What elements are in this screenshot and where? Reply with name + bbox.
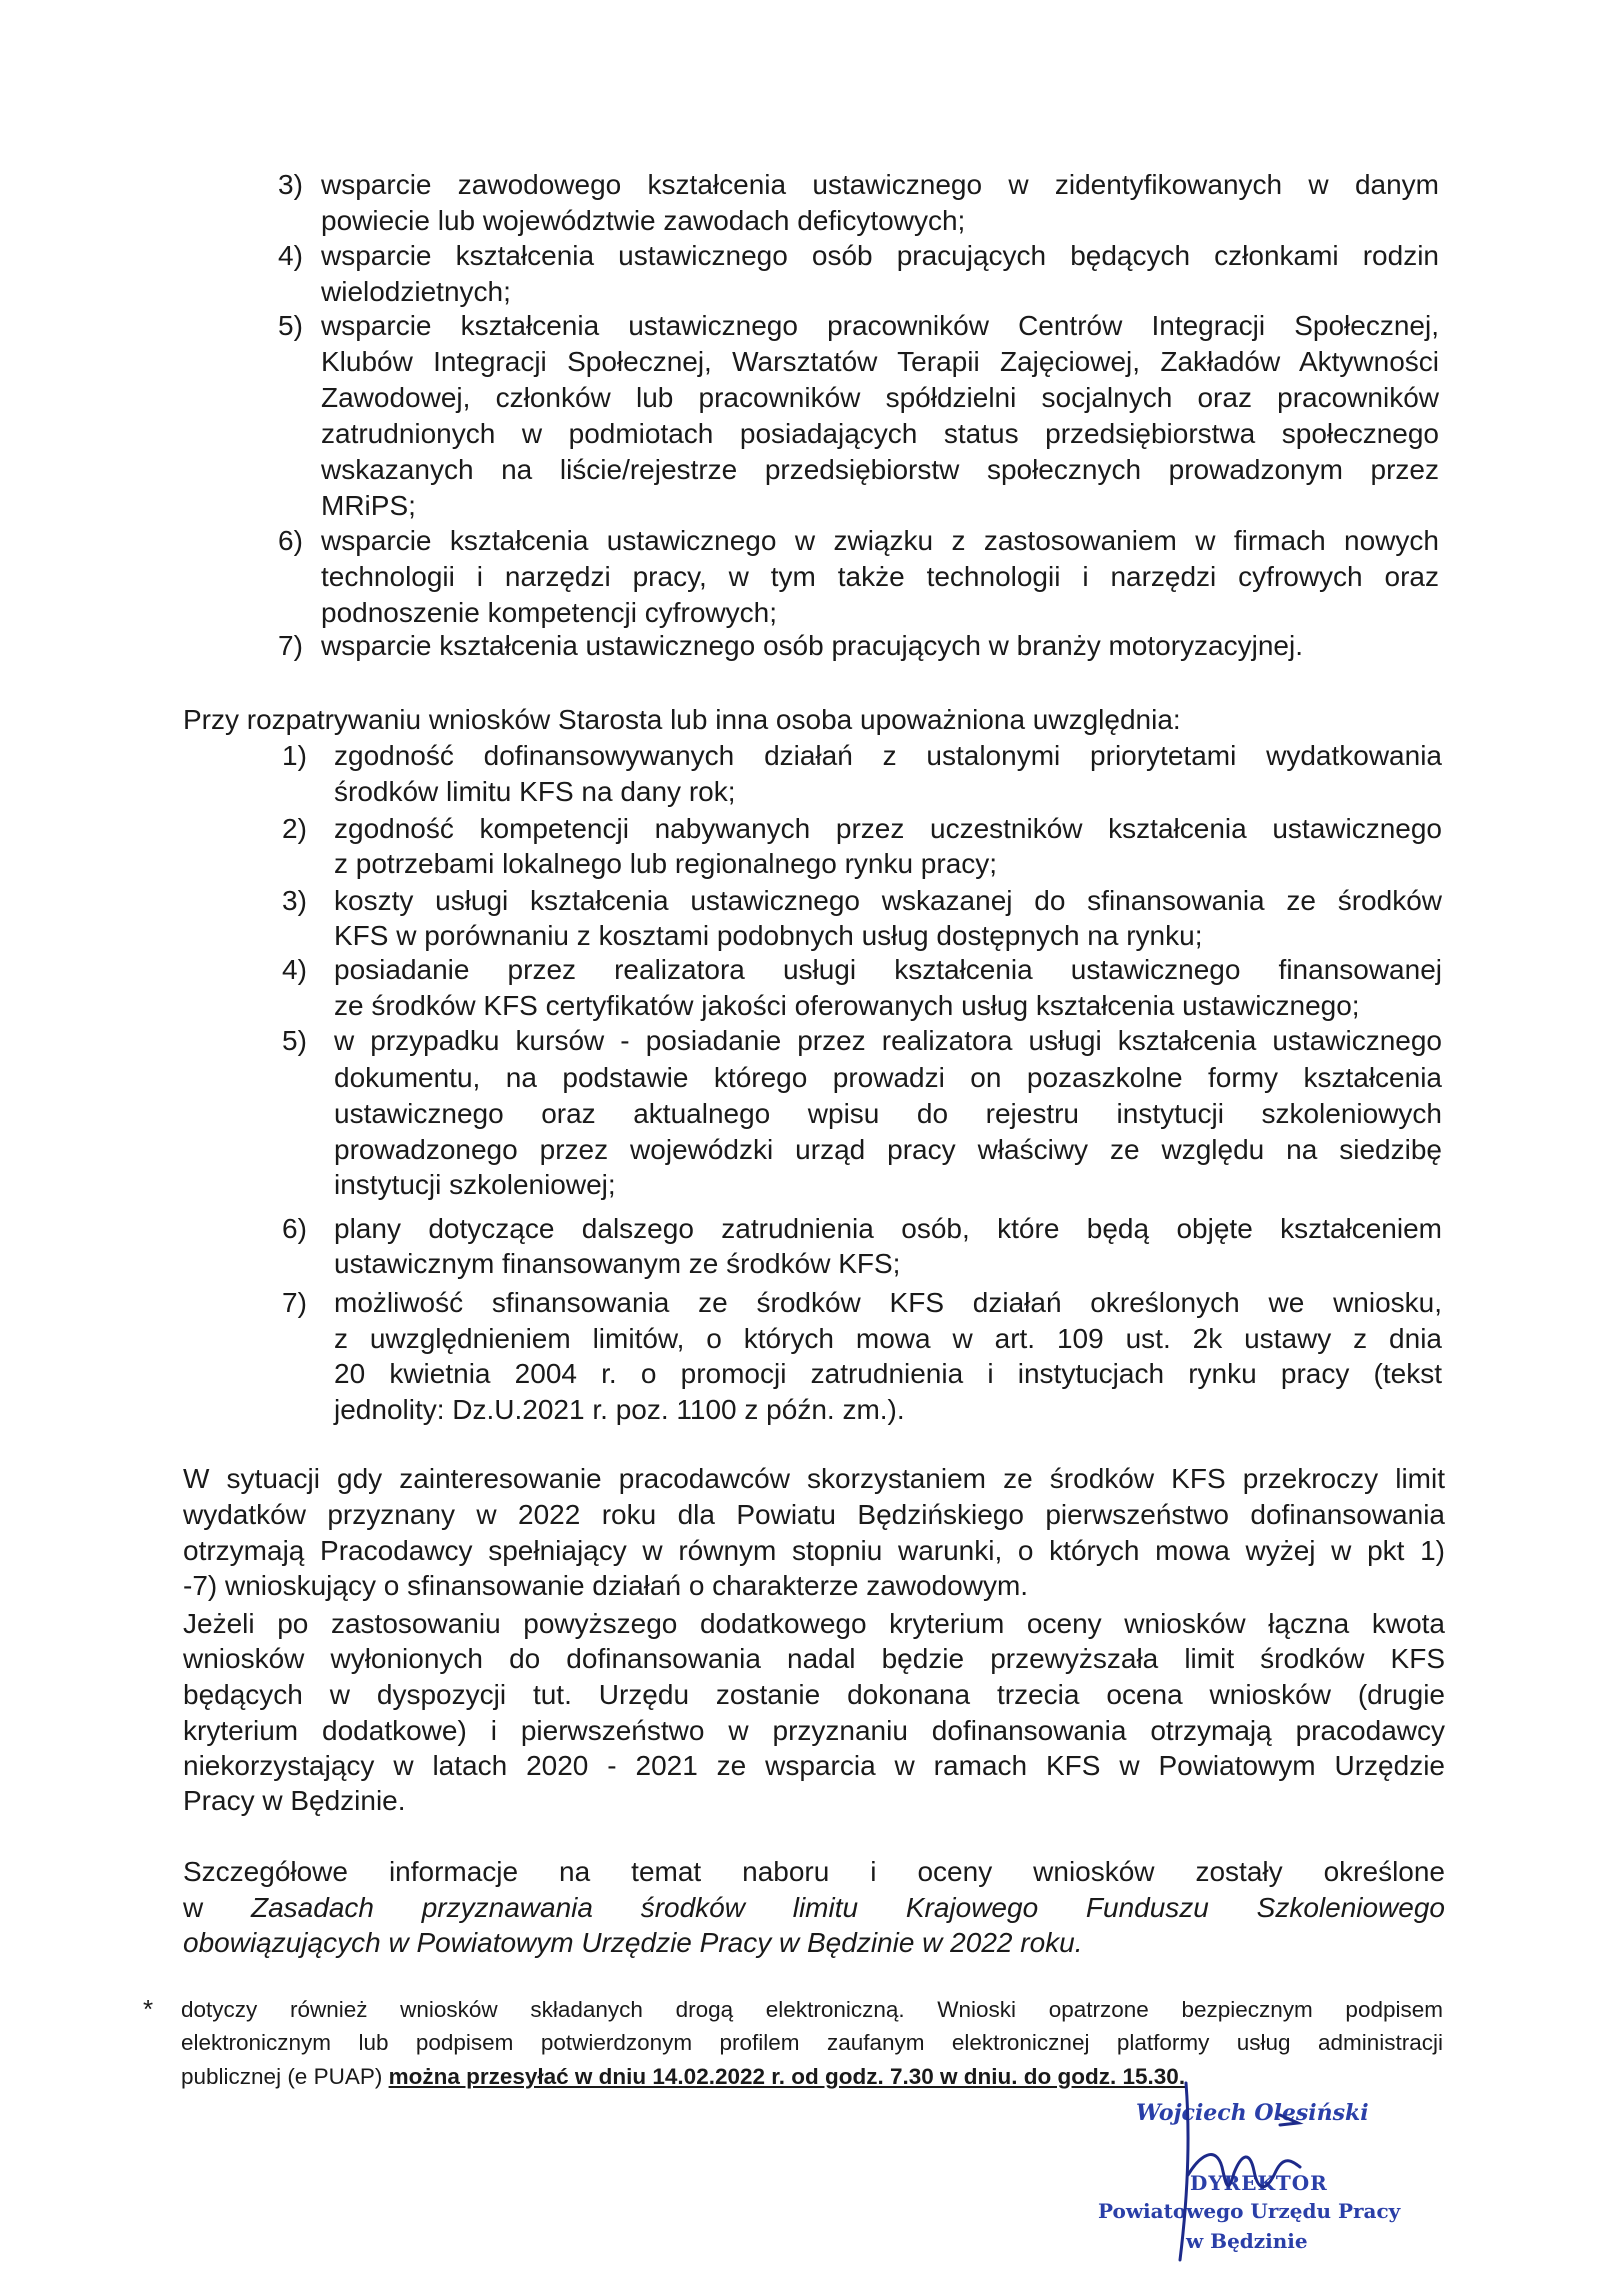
criteria-line: jednolity: Dz.U.2021 r. poz. 1100 z późn. zm.). <box>334 1394 905 1425</box>
criteria-line: dokumentu, na podstawie którego prowadzi on pozaszkolne formy kształcenia <box>334 1062 1442 1093</box>
list-item-line: wskazanych na liście/rejestrze przedsiębiorstw społecznych prowadzonym przez <box>321 454 1439 485</box>
list-item-line: Klubów Integracji Społecznej, Warsztatów Terapii Zajęciowej, Zakładów Aktywności <box>321 346 1439 377</box>
criteria-number: 7) <box>282 1287 307 1318</box>
criteria-line: koszty usługi kształcenia ustawicznego wskazanej do sfinansowania ze środków <box>334 885 1442 916</box>
list-item-line: zatrudnionych w podmiotach posiadających status przedsiębiorstwa społecznego <box>321 418 1439 449</box>
criteria-number: 6) <box>282 1213 307 1244</box>
criteria-line: z potrzebami lokalnego lub regionalnego rynku pracy; <box>334 848 998 879</box>
criteria-line: możliwość sfinansowania ze środków KFS działań określonych we wniosku, <box>334 1287 1442 1318</box>
criteria-line: zgodność kompetencji nabywanych przez uczestników kształcenia ustawicznego <box>334 813 1442 844</box>
list-number: 7) <box>278 630 303 661</box>
list-number: 3) <box>278 169 303 200</box>
criteria-number: 1) <box>282 740 307 771</box>
footnote-line: dotyczy również wniosków składanych drogą elektroniczną. Wnioski opatrzone bezpiecznym podpisem <box>181 1997 1443 2022</box>
signature-image <box>1130 2075 1350 2275</box>
criteria-line: ustawicznego oraz aktualnego wpisu do rejestru instytucji szkoleniowych <box>334 1098 1442 1129</box>
paragraph-line: -7) wnioskujący o sfinansowanie działań o charakterze zawodowym. <box>183 1570 1029 1601</box>
list-item-line: MRiPS; <box>321 490 416 521</box>
details-line <box>183 1891 1445 1925</box>
footnote-line: elektronicznym lub podpisem potwierdzonym profilem zaufanym elektronicznej platformy usług administracji <box>181 2030 1443 2055</box>
details-line: Szczegółowe informacje na temat naboru i oceny wniosków zostały określone <box>183 1856 1445 1887</box>
list-item-line: technologii i narzędzi pracy, w tym także technologii i narzędzi cyfrowych oraz <box>321 561 1439 592</box>
stamp-city: w Będzinie <box>1186 2229 1308 2253</box>
criteria-line: instytucji szkoleniowej; <box>334 1169 616 1200</box>
list-item-line: podnoszenie kompetencji cyfrowych; <box>321 597 778 628</box>
footnote-marker: * <box>143 1994 154 2024</box>
list-item-line: powiecie lub województwie zawodach deficytowych; <box>321 205 966 236</box>
list-item-line: wsparcie kształcenia ustawicznego w związku z zastosowaniem w firmach nowych <box>321 525 1439 556</box>
criteria-line: środków limitu KFS na dany rok; <box>334 776 736 807</box>
criteria-number: 2) <box>282 813 307 844</box>
criteria-line: ustawicznym finansowanym ze środków KFS; <box>334 1248 901 1279</box>
list-item-line: wsparcie kształcenia ustawicznego pracowników Centrów Integracji Społecznej, <box>321 310 1439 341</box>
criteria-line: posiadanie przez realizatora usługi kształcenia ustawicznego finansowanej <box>334 954 1442 985</box>
stamp-name: Wojciech Olesiński <box>1136 2100 1369 2126</box>
signature-stroke <box>1180 2083 1300 2260</box>
criteria-line: z uwzględnieniem limitów, o których mowa w art. 109 ust. 2k ustawy z dnia <box>334 1323 1442 1354</box>
paragraph-line: Jeżeli po zastosowaniu powyższego dodatkowego kryterium oceny wniosków łączna kwota <box>183 1608 1445 1639</box>
criteria-number: 4) <box>282 954 307 985</box>
footnote-line <box>181 2060 1185 2093</box>
paragraph-line: otrzymają Pracodawcy spełniający w równym stopniu warunki, o których mowa wyżej w pkt 1) <box>183 1535 1445 1566</box>
criteria-line: prowadzonego przez wojewódzki urząd pracy właściwy ze względu na siedzibę <box>334 1134 1442 1165</box>
list-item-line: wsparcie zawodowego kształcenia ustawicznego w zidentyfikowanych w danym <box>321 169 1439 200</box>
list-item-line: Zawodowej, członków lub pracowników spółdzielni socjalnych oraz pracowników <box>321 382 1439 413</box>
list-number: 6) <box>278 525 303 556</box>
criteria-intro: Przy rozpatrywaniu wniosków Starosta lub inna osoba upoważniona uwzględnia: <box>183 704 1181 735</box>
details-italic-title: Zasadach przyznawania środków limitu Krajowego Funduszu Szkoleniowego <box>251 1892 1445 1923</box>
criteria-number: 3) <box>282 885 307 916</box>
stamp-office: Powiatowego Urzędu Pracy <box>1098 2199 1401 2223</box>
criteria-line: ze środków KFS certyfikatów jakości oferowanych usług kształcenia ustawicznego; <box>334 990 1360 1021</box>
criteria-line: zgodność dofinansowywanych działań z ustalonymi priorytetami wydatkowania <box>334 740 1442 771</box>
criteria-line: KFS w porównaniu z kosztami podobnych usług dostępnych na rynku; <box>334 920 1203 951</box>
footnote-prefix: publicznej (e PUAP) <box>181 2064 389 2089</box>
details-italic-line: obowiązujących w Powiatowym Urzędzie Pracy w Będzinie w 2022 roku. <box>183 1927 1083 1958</box>
criteria-line: 20 kwietnia 2004 r. o promocji zatrudnienia i instytucjach rynku pracy (tekst <box>334 1358 1442 1389</box>
list-item-line: wsparcie kształcenia ustawicznego osób pracujących będących członkami rodzin <box>321 240 1439 271</box>
list-number: 4) <box>278 240 303 271</box>
details-prefix: w <box>183 1892 251 1923</box>
paragraph-line: wydatków przyznany w 2022 roku dla Powiatu Będzińskiego pierwszeństwo dofinansowania <box>183 1499 1445 1530</box>
list-item-line: wielodzietnych; <box>321 276 511 307</box>
paragraph-line: W sytuacji gdy zainteresowanie pracodawców skorzystaniem ze środków KFS przekroczy limit <box>183 1463 1445 1494</box>
paragraph-line: kryterium dodatkowe) i pierwszeństwo w przyznaniu dofinansowania otrzymają pracodawcy <box>183 1715 1445 1746</box>
paragraph-line: Pracy w Będzinie. <box>183 1785 406 1816</box>
criteria-line: w przypadku kursów - posiadanie przez realizatora usługi kształcenia ustawicznego <box>334 1025 1442 1056</box>
criteria-line: plany dotyczące dalszego zatrudnienia osób, które będą objęte kształceniem <box>334 1213 1442 1244</box>
criteria-number: 5) <box>282 1025 307 1056</box>
paragraph-line: niekorzystający w latach 2020 - 2021 ze wsparcia w ramach KFS w Powiatowym Urzędzie <box>183 1750 1445 1781</box>
list-number: 5) <box>278 310 303 341</box>
list-item-line: wsparcie kształcenia ustawicznego osób pracujących w branży motoryzacyjnej. <box>321 630 1303 661</box>
paragraph-line: będących w dyspozycji tut. Urzędu zostanie dokonana trzecia ocena wniosków (drugie <box>183 1679 1445 1710</box>
stamp-title: DYREKTOR <box>1190 2171 1328 2195</box>
paragraph-line: wniosków wyłonionych do dofinansowania nadal będzie przewyższała limit środków KFS <box>183 1643 1445 1674</box>
footnote-deadline: można przesyłać w dniu 14.02.2022 r. od godz. 7.30 w dniu. do godz. 15.30. <box>388 2064 1186 2089</box>
